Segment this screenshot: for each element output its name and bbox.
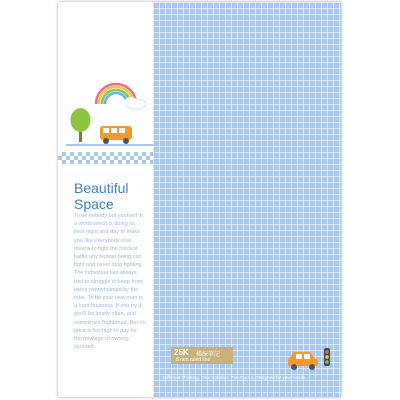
- traffic-light-icon: [324, 348, 330, 366]
- title-line-1: Beautiful: [74, 180, 129, 196]
- spec-badge: [171, 347, 233, 364]
- badge-cjk: 橫線筆記: [196, 351, 221, 358]
- car-icon: [288, 352, 318, 370]
- cover-title: [74, 180, 154, 212]
- bus-icon: [100, 126, 132, 144]
- badge-code: 25K: [174, 348, 189, 357]
- grid-panel: [153, 2, 341, 397]
- cover-footer: Different Thinking. One Solution. Pen-Duct & Designed for your needs.: [163, 375, 307, 380]
- badge-rule: 8 mm ruled line: [176, 357, 211, 363]
- tree-icon: [71, 108, 91, 142]
- corner-art: [286, 342, 336, 372]
- notebook-cover: [58, 2, 341, 397]
- cloud-icon: [125, 97, 146, 109]
- cover-body-text: To be nobody but yourself in a world which is doing its best night and day to make you like everybody else means to fight the hardest battle any human being can fight and never stop fighting. The individual has always had to struggle to keep from being overwhelmed by the tribe. To be your own man is a hard business. If you try it, you'll be lonely often, and sometimes frightened. But no price is too high to pay for the privilege of owning yourself.: [74, 213, 146, 351]
- illustration: [66, 82, 156, 152]
- title-line-2: Space: [74, 196, 114, 212]
- checker-strip: [58, 152, 153, 164]
